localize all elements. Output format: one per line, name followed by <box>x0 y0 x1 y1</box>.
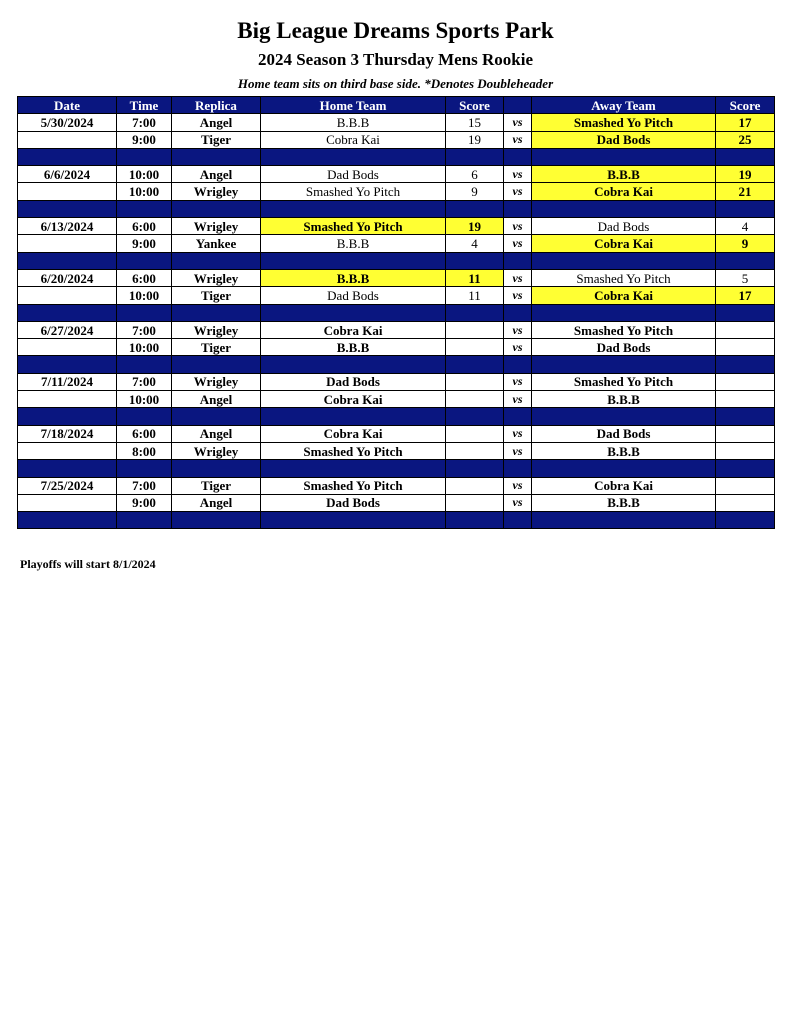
separator-cell <box>446 200 504 217</box>
home-score-cell <box>446 477 504 494</box>
week-separator-row <box>18 512 775 529</box>
home-team-cell: Dad Bods <box>261 166 446 183</box>
home-team-cell: Smashed Yo Pitch <box>261 442 446 459</box>
page-title: Big League Dreams Sports Park <box>237 18 554 43</box>
separator-cell <box>117 408 172 425</box>
separator-cell <box>172 408 261 425</box>
home-team-cell: Dad Bods <box>261 287 446 304</box>
home-score-cell: 15 <box>446 114 504 131</box>
separator-cell <box>18 148 117 165</box>
away-team-cell: Smashed Yo Pitch <box>532 373 716 390</box>
replica-cell: Angel <box>172 391 261 408</box>
vs-cell: vs <box>504 218 532 235</box>
separator-cell <box>117 512 172 529</box>
date-cell <box>18 235 117 252</box>
away-team-cell: Cobra Kai <box>532 287 716 304</box>
separator-cell <box>18 304 117 321</box>
away-score-cell <box>716 425 775 442</box>
separator-cell <box>18 408 117 425</box>
away-team-cell: Smashed Yo Pitch <box>532 321 716 338</box>
home-team-cell: Cobra Kai <box>261 321 446 338</box>
away-score-cell: 19 <box>716 166 775 183</box>
separator-cell <box>172 304 261 321</box>
replica-cell: Wrigley <box>172 321 261 338</box>
separator-cell <box>117 148 172 165</box>
separator-cell <box>504 460 532 477</box>
date-cell: 5/30/2024 <box>18 114 117 131</box>
home-score-cell <box>446 442 504 459</box>
date-cell: 6/6/2024 <box>18 166 117 183</box>
separator-cell <box>446 356 504 373</box>
vs-cell: vs <box>504 391 532 408</box>
away-score-cell: 9 <box>716 235 775 252</box>
away-team-cell: B.B.B <box>532 442 716 459</box>
separator-cell <box>18 460 117 477</box>
replica-cell: Tiger <box>172 287 261 304</box>
time-cell: 7:00 <box>117 114 172 131</box>
separator-cell <box>172 356 261 373</box>
replica-cell: Angel <box>172 494 261 511</box>
separator-cell <box>117 356 172 373</box>
time-cell: 6:00 <box>117 425 172 442</box>
game-row <box>18 183 775 200</box>
separator-cell <box>261 148 446 165</box>
separator-cell <box>261 304 446 321</box>
time-cell: 8:00 <box>117 442 172 459</box>
date-cell: 6/20/2024 <box>18 269 117 286</box>
time-cell: 7:00 <box>117 477 172 494</box>
away-team-cell: Smashed Yo Pitch <box>532 269 716 286</box>
separator-cell <box>532 512 716 529</box>
game-row <box>18 373 775 390</box>
header-vs <box>504 97 532 114</box>
week-separator-row <box>18 460 775 477</box>
home-score-cell <box>446 425 504 442</box>
vs-cell: vs <box>504 183 532 200</box>
separator-cell <box>172 460 261 477</box>
game-row <box>18 287 775 304</box>
away-score-cell: 17 <box>716 287 775 304</box>
home-score-cell <box>446 339 504 356</box>
separator-cell <box>261 356 446 373</box>
away-score-cell: 17 <box>716 114 775 131</box>
separator-cell <box>716 304 775 321</box>
separator-cell <box>172 512 261 529</box>
away-score-cell: 25 <box>716 131 775 148</box>
week-separator-row <box>18 148 775 165</box>
home-score-cell: 4 <box>446 235 504 252</box>
time-cell: 6:00 <box>117 269 172 286</box>
playoffs-note: Playoffs will start 8/1/2024 <box>20 557 156 571</box>
vs-cell: vs <box>504 339 532 356</box>
away-team-cell: Dad Bods <box>532 339 716 356</box>
vs-cell: vs <box>504 494 532 511</box>
game-row <box>18 166 775 183</box>
separator-cell <box>532 408 716 425</box>
separator-cell <box>446 148 504 165</box>
away-team-cell: Cobra Kai <box>532 183 716 200</box>
separator-cell <box>716 200 775 217</box>
away-team-cell: B.B.B <box>532 494 716 511</box>
separator-cell <box>504 304 532 321</box>
vs-cell: vs <box>504 373 532 390</box>
date-cell <box>18 442 117 459</box>
header-replica: Replica <box>172 97 261 114</box>
game-row <box>18 477 775 494</box>
home-score-cell <box>446 373 504 390</box>
separator-cell <box>716 512 775 529</box>
week-separator-row <box>18 304 775 321</box>
separator-cell <box>18 512 117 529</box>
schedule-note: Home team sits on third base side. *Denotes Doubleheader <box>237 76 554 91</box>
separator-cell <box>117 304 172 321</box>
separator-cell <box>504 200 532 217</box>
home-team-cell: Cobra Kai <box>261 425 446 442</box>
time-cell: 9:00 <box>117 235 172 252</box>
away-score-cell <box>716 494 775 511</box>
separator-cell <box>18 200 117 217</box>
time-cell: 10:00 <box>117 391 172 408</box>
separator-cell <box>117 252 172 269</box>
header-home-score: Score <box>446 97 504 114</box>
separator-cell <box>261 512 446 529</box>
away-team-cell: B.B.B <box>532 391 716 408</box>
time-cell: 10:00 <box>117 287 172 304</box>
home-team-cell: B.B.B <box>261 269 446 286</box>
separator-cell <box>261 252 446 269</box>
vs-cell: vs <box>504 321 532 338</box>
separator-cell <box>532 200 716 217</box>
week-separator-row <box>18 356 775 373</box>
replica-cell: Wrigley <box>172 183 261 200</box>
home-team-cell: Cobra Kai <box>261 391 446 408</box>
time-cell: 9:00 <box>117 131 172 148</box>
header-away-score: Score <box>716 97 775 114</box>
vs-cell: vs <box>504 425 532 442</box>
page-subtitle: 2024 Season 3 Thursday Mens Rookie <box>257 50 534 69</box>
vs-cell: vs <box>504 477 532 494</box>
vs-cell: vs <box>504 287 532 304</box>
header-away-team: Away Team <box>532 97 716 114</box>
replica-cell: Angel <box>172 425 261 442</box>
date-cell <box>18 339 117 356</box>
replica-cell: Tiger <box>172 339 261 356</box>
home-score-cell: 6 <box>446 166 504 183</box>
home-score-cell <box>446 494 504 511</box>
home-score-cell <box>446 391 504 408</box>
separator-cell <box>446 304 504 321</box>
separator-cell <box>504 148 532 165</box>
away-score-cell: 5 <box>716 269 775 286</box>
separator-cell <box>504 356 532 373</box>
separator-cell <box>716 408 775 425</box>
away-score-cell <box>716 477 775 494</box>
game-row <box>18 321 775 338</box>
time-cell: 7:00 <box>117 373 172 390</box>
home-score-cell: 9 <box>446 183 504 200</box>
date-cell: 7/18/2024 <box>18 425 117 442</box>
date-cell: 6/13/2024 <box>18 218 117 235</box>
away-score-cell <box>716 442 775 459</box>
separator-cell <box>18 356 117 373</box>
home-team-cell: B.B.B <box>261 235 446 252</box>
separator-cell <box>716 252 775 269</box>
home-team-cell: Dad Bods <box>261 373 446 390</box>
away-score-cell <box>716 373 775 390</box>
separator-cell <box>172 148 261 165</box>
separator-cell <box>532 304 716 321</box>
game-row <box>18 339 775 356</box>
separator-cell <box>117 200 172 217</box>
time-cell: 7:00 <box>117 321 172 338</box>
away-team-cell: Dad Bods <box>532 131 716 148</box>
vs-cell: vs <box>504 235 532 252</box>
game-row <box>18 131 775 148</box>
away-team-cell: Dad Bods <box>532 425 716 442</box>
separator-cell <box>172 252 261 269</box>
game-row <box>18 442 775 459</box>
vs-cell: vs <box>504 269 532 286</box>
replica-cell: Wrigley <box>172 373 261 390</box>
away-team-cell: B.B.B <box>532 166 716 183</box>
date-cell <box>18 494 117 511</box>
header-date: Date <box>18 97 117 114</box>
separator-cell <box>504 408 532 425</box>
away-team-cell: Dad Bods <box>532 218 716 235</box>
separator-cell <box>261 408 446 425</box>
separator-cell <box>532 148 716 165</box>
date-cell <box>18 183 117 200</box>
schedule-table <box>17 96 775 529</box>
home-team-cell: Cobra Kai <box>261 131 446 148</box>
separator-cell <box>716 460 775 477</box>
header-home-team: Home Team <box>261 97 446 114</box>
time-cell: 10:00 <box>117 183 172 200</box>
vs-cell: vs <box>504 166 532 183</box>
header-time: Time <box>117 97 172 114</box>
separator-cell <box>172 200 261 217</box>
away-score-cell <box>716 321 775 338</box>
week-separator-row <box>18 252 775 269</box>
home-score-cell <box>446 321 504 338</box>
separator-cell <box>504 252 532 269</box>
separator-cell <box>504 512 532 529</box>
separator-cell <box>18 252 117 269</box>
replica-cell: Yankee <box>172 235 261 252</box>
game-row <box>18 235 775 252</box>
away-score-cell <box>716 339 775 356</box>
home-team-cell: Smashed Yo Pitch <box>261 218 446 235</box>
date-cell: 7/11/2024 <box>18 373 117 390</box>
time-cell: 10:00 <box>117 339 172 356</box>
away-team-cell: Cobra Kai <box>532 477 716 494</box>
separator-cell <box>261 200 446 217</box>
time-cell: 9:00 <box>117 494 172 511</box>
game-row <box>18 391 775 408</box>
home-team-cell: B.B.B <box>261 114 446 131</box>
replica-cell: Tiger <box>172 477 261 494</box>
away-team-cell: Cobra Kai <box>532 235 716 252</box>
separator-cell <box>446 460 504 477</box>
game-row <box>18 269 775 286</box>
date-cell <box>18 287 117 304</box>
date-cell <box>18 131 117 148</box>
separator-cell <box>117 460 172 477</box>
separator-cell <box>532 460 716 477</box>
home-team-cell: B.B.B <box>261 339 446 356</box>
vs-cell: vs <box>504 114 532 131</box>
date-cell: 6/27/2024 <box>18 321 117 338</box>
separator-cell <box>716 356 775 373</box>
away-team-cell: Smashed Yo Pitch <box>532 114 716 131</box>
replica-cell: Tiger <box>172 131 261 148</box>
vs-cell: vs <box>504 442 532 459</box>
separator-cell <box>716 148 775 165</box>
home-team-cell: Smashed Yo Pitch <box>261 183 446 200</box>
table-header-row <box>18 97 775 114</box>
replica-cell: Angel <box>172 166 261 183</box>
home-score-cell: 11 <box>446 269 504 286</box>
replica-cell: Wrigley <box>172 218 261 235</box>
home-team-cell: Smashed Yo Pitch <box>261 477 446 494</box>
game-row <box>18 114 775 131</box>
away-score-cell <box>716 391 775 408</box>
home-team-cell: Dad Bods <box>261 494 446 511</box>
away-score-cell: 21 <box>716 183 775 200</box>
replica-cell: Wrigley <box>172 269 261 286</box>
time-cell: 10:00 <box>117 166 172 183</box>
game-row <box>18 425 775 442</box>
separator-cell <box>446 408 504 425</box>
time-cell: 6:00 <box>117 218 172 235</box>
game-row <box>18 218 775 235</box>
game-row <box>18 494 775 511</box>
separator-cell <box>446 252 504 269</box>
replica-cell: Wrigley <box>172 442 261 459</box>
date-cell: 7/25/2024 <box>18 477 117 494</box>
home-score-cell: 19 <box>446 131 504 148</box>
separator-cell <box>532 252 716 269</box>
separator-cell <box>532 356 716 373</box>
home-score-cell: 11 <box>446 287 504 304</box>
separator-cell <box>261 460 446 477</box>
week-separator-row <box>18 200 775 217</box>
replica-cell: Angel <box>172 114 261 131</box>
date-cell <box>18 391 117 408</box>
week-separator-row <box>18 408 775 425</box>
home-score-cell: 19 <box>446 218 504 235</box>
vs-cell: vs <box>504 131 532 148</box>
away-score-cell: 4 <box>716 218 775 235</box>
separator-cell <box>446 512 504 529</box>
